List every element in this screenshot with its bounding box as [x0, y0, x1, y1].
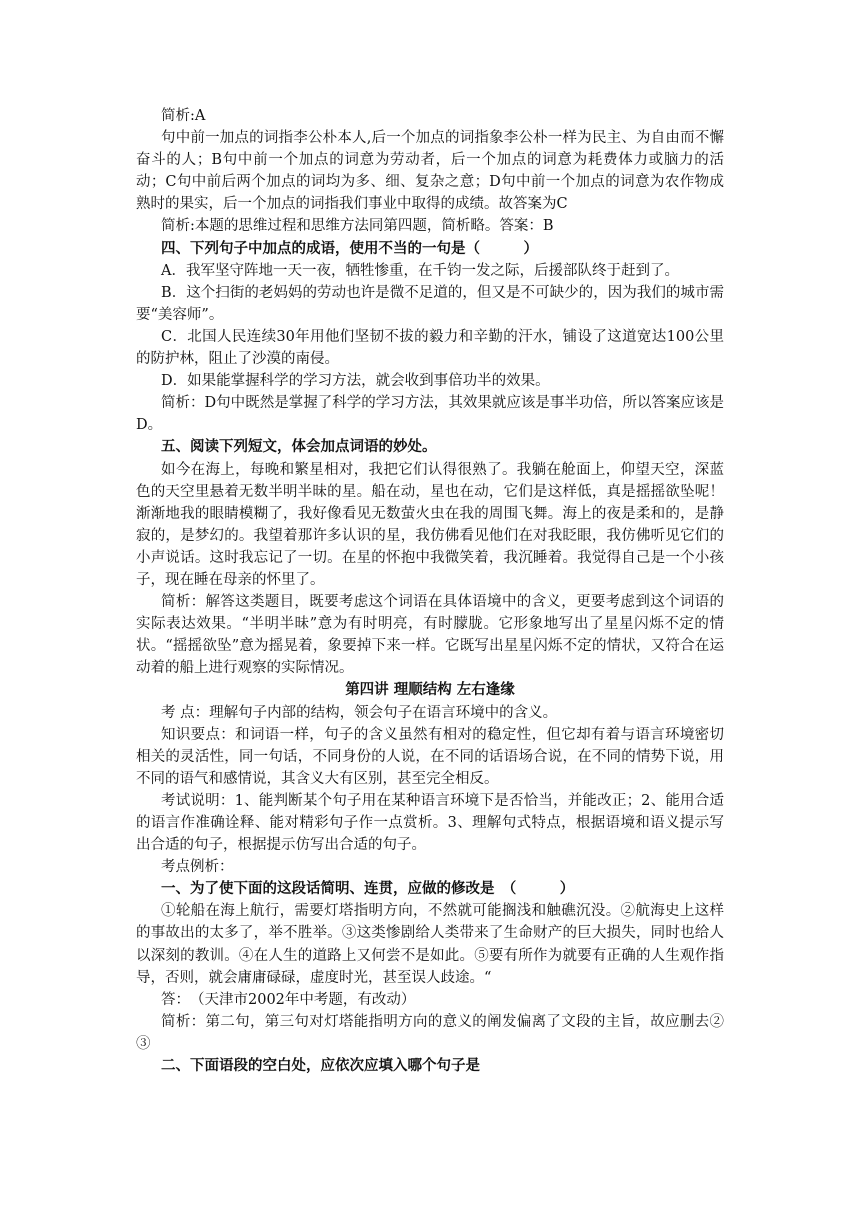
- option-b: B．这个扫街的老妈妈的劳动也许是微不足道的，但又是不可缺少的，因为我们的城市需要“美容师”。: [136, 284, 724, 323]
- example-2-heading: 二、下面语段的空白处，应依次应填入哪个句子是: [161, 1057, 480, 1075]
- question-4-heading: 四、下列句子中加点的成语，使用不当的一句是（ ）: [161, 239, 538, 257]
- question-4-analysis: 简析：D句中既然是掌握了科学的学习方法，其效果就应该是事半功倍，所以答案应该是D。: [136, 395, 724, 434]
- option-d: D．如果能掌握科学的学习方法，就会收到事倍功半的效果。: [161, 373, 550, 390]
- example-1-answer: 答： （天津市2002年中考题，有改动）: [161, 991, 416, 1008]
- analysis-paragraph: 句中前一加点的词指李公朴本人,后一个加点的词指象李公朴一样为民主、为自由而不懈奋斗的人；B句中前一个加点的词意为劳动者，后一个加点的词意为耗费体力或脑力的活动；C句中前后两个加点的词均为多、细、复杂之意；D句中前一个加点的词意为农作物成熟时的果实，后一个加点的词指我们事业中取得的成绩。故答案为C: [136, 130, 724, 213]
- examples-label: 考点例析：: [161, 859, 234, 876]
- option-a: A．我军坚守阵地一天一夜，牺牲惨重，在千钧一发之际，后援部队终于赶到了。: [161, 262, 679, 279]
- exam-point: 考 点：理解句子内部的结构，领会句子在语言环境中的含义。: [161, 704, 558, 721]
- option-c: C．北国人民连续30年用他们坚韧不拔的毅力和辛勤的汗水，铺设了这道宽达100公里的防护林，阻止了沙漠的南侵。: [136, 328, 724, 368]
- analysis-answer-a: 简析:A: [161, 108, 206, 124]
- example-1-passage: ①轮船在海上航行，需要灯塔指明方向，不然就可能搁浅和触礁沉没。②航海史上这样的事故出的太多了，举不胜举。③这类惨剧给人类带来了生命财产的巨大损失，同时也给人以深刻的教训。④在人生的道路上又何尝不是如此。⑤要有所作为就要有正确的人生观作指导，否则，就会庸庸碌碌，虚度时光，甚至误人歧途。“: [136, 903, 724, 986]
- question-5-heading: 五、阅读下列短文，体会加点词语的妙处。: [161, 438, 437, 456]
- analysis-answer-b: 简析:本题的思维过程和思维方法同第四题，简析略。答案：B: [161, 218, 554, 235]
- example-1-analysis: 简析：第二句，第三句对灯塔能指明方向的意义的阐发偏离了文段的主旨，故应删去②③: [136, 1013, 724, 1052]
- question-5-analysis: 简析：解答这类题目，既要考虑这个词语在具体语境中的含义，更要考虑到这个词语的实际表达效果。“半明半昧”意为有时明亮，有时朦胧。它形象地写出了星星闪烁不定的情状。“摇摇欲坠”意为摇晃着，象要掉下来一样。它既写出星星闪烁不定的情状，又符合在运动着的船上进行观察的实际情况。: [136, 594, 724, 677]
- lecture-4-title: 第四讲 理顺结构 左右逢缘: [345, 681, 515, 699]
- example-1-heading: 一、为了使下面的这段话简明、连贯，应做的修改是 （ ）: [161, 880, 575, 898]
- knowledge-points: 知识要点：和词语一样，句子的含义虽然有相对的稳定性，但它却有着与语言环境密切相关的灵活性，同一句话，不同身份的人说，在不同的话语场合说，在不同的情势下说，用不同的语气和感情说，其含义大有区别，甚至完全相反。: [136, 726, 724, 787]
- reading-passage: 如今在海上，每晚和繁星相对，我把它们认得很熟了。我躺在舱面上，仰望天空，深蓝色的天空里悬着无数半明半昧的星。船在动，星也在动，它们是这样低，真是摇摇欲坠呢！渐渐地我的眼睛模糊了，我好像看见无数萤火虫在我的周围飞舞。海上的夜是柔和的，是静寂的，是梦幻的。我望着那许多认识的星，我仿佛看见他们在对我眨眼，我仿佛听见它们的小声说话。这时我忘记了一切。在星的怀抱中我微笑着，我沉睡着。我觉得自己是一个小孩子，现在睡在母亲的怀里了。: [136, 461, 724, 588]
- exam-description: 考试说明：1、能判断某个句子用在某种语言环境下是否恰当，并能改正；2、能用合适的语言作准确诠释、能对精彩句子作一点赏析。3、理解句式特点，根据语境和语义提示写出合适的句子，根据提示仿写出合适的句子。: [136, 792, 724, 854]
